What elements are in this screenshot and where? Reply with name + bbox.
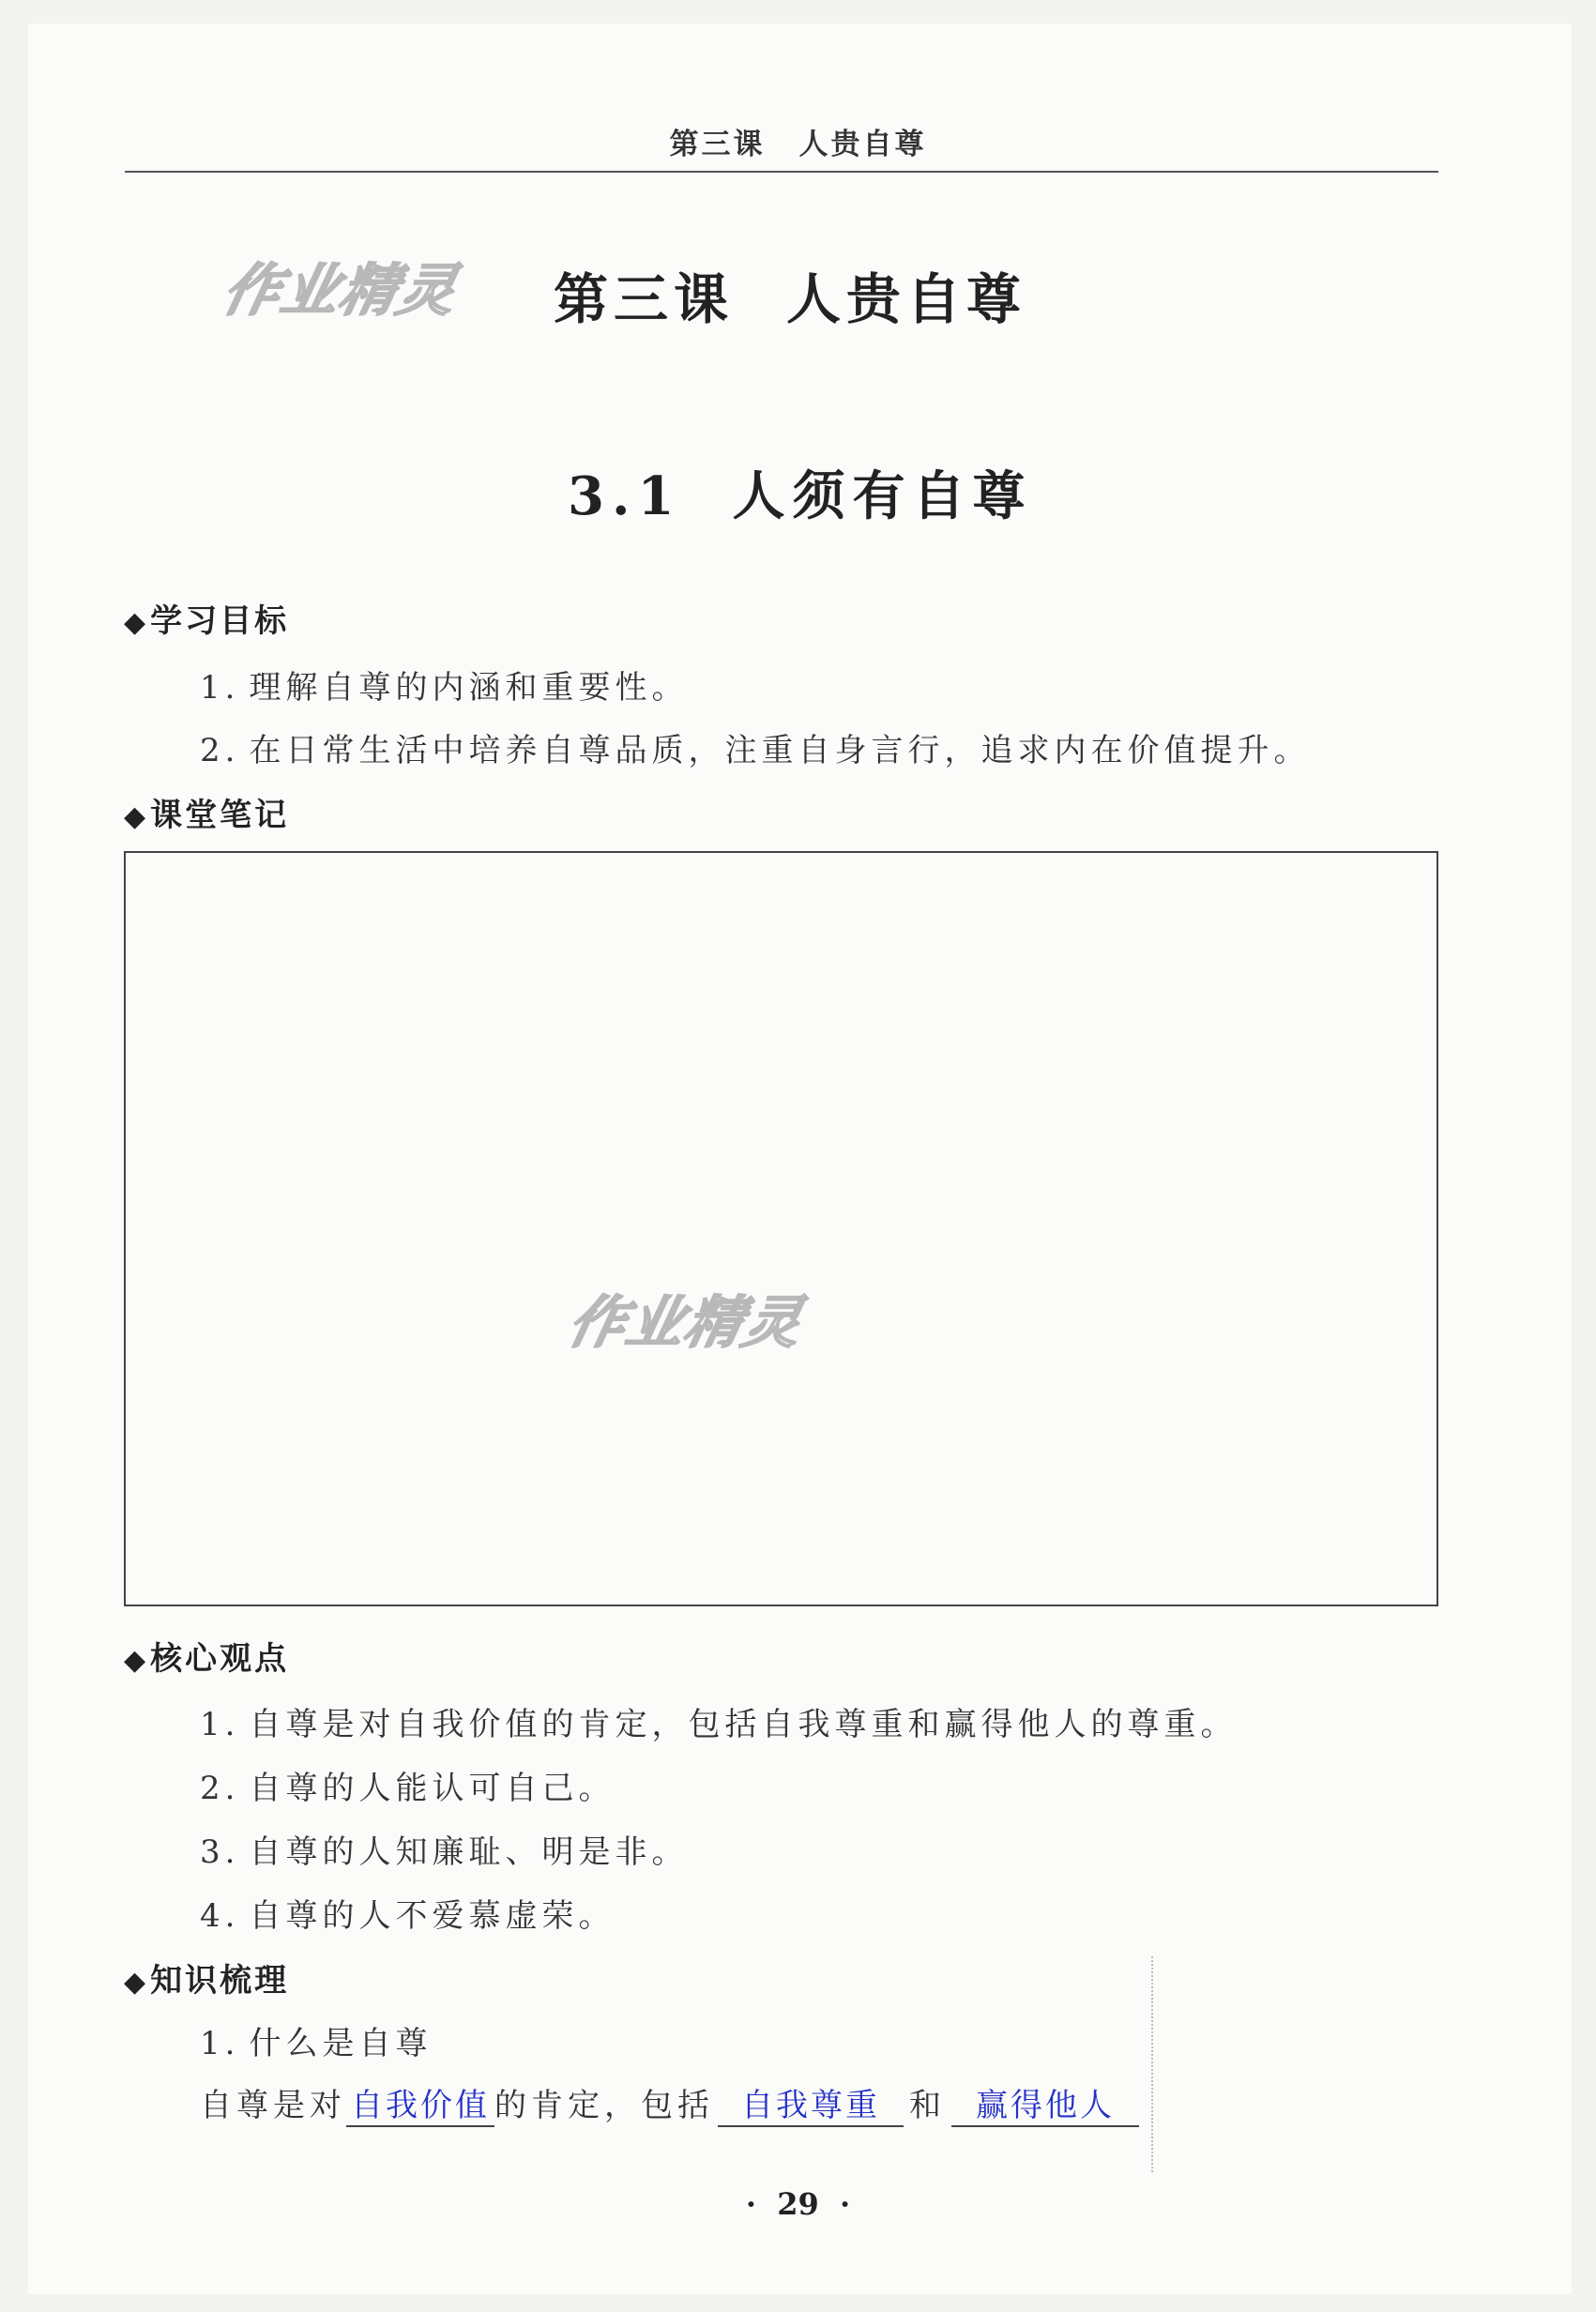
- watermark: 作业精灵: [217, 258, 464, 324]
- item-number: 2.: [200, 1770, 240, 1807]
- class-notes-heading-text: 课堂笔记: [150, 797, 290, 834]
- fill-prefix: 自尊是对: [200, 2087, 346, 2124]
- item-number: 1.: [200, 1706, 240, 1743]
- item-number: 2.: [200, 732, 240, 769]
- watermark: 作业精灵: [562, 1290, 810, 1356]
- item-number: 3.: [200, 1833, 240, 1871]
- item-text: 在日常生活中培养自尊品质，注重自身言行，追求内在价值提升。: [249, 732, 1311, 769]
- page-number-value: 29: [777, 2186, 819, 2222]
- page-number: · 29 ·: [745, 2186, 851, 2222]
- diamond-icon: ◆: [124, 1644, 149, 1677]
- class-notes-box[interactable]: [124, 851, 1438, 1606]
- core-view-item: [200, 1698, 1237, 1744]
- fill-middle-2: 和: [909, 2087, 946, 2124]
- running-head: [0, 120, 1596, 162]
- item-text: 自尊的人能认可自己。: [249, 1770, 616, 1807]
- section-title-text: 人须有自尊: [732, 465, 1033, 527]
- running-head-part2: 人贵自尊: [798, 128, 927, 161]
- fill-in-sentence: [200, 2079, 1139, 2127]
- lesson-title-part2: 人贵自尊: [786, 267, 1027, 331]
- item-text: 理解自尊的内涵和重要性。: [249, 669, 689, 707]
- column-divider: [1151, 1956, 1153, 2172]
- learning-goals-heading-text: 学习目标: [150, 602, 290, 640]
- answer-blank-2[interactable]: 自我尊重: [718, 2079, 904, 2127]
- answer-blank-3[interactable]: 赢得他人: [951, 2079, 1139, 2127]
- core-view-item: [200, 1826, 688, 1872]
- diamond-icon: ◆: [124, 1966, 149, 1999]
- lesson-title: [554, 255, 1026, 334]
- item-number: 1.: [200, 2025, 240, 2062]
- core-view-item: [200, 1762, 615, 1808]
- item-text: 自尊是对自我价值的肯定，包括自我尊重和赢得他人的尊重。: [249, 1706, 1238, 1743]
- core-views-heading-text: 核心观点: [150, 1640, 290, 1678]
- item-text: 自尊的人知廉耻、明是非。: [249, 1833, 689, 1871]
- header-rule: [125, 171, 1438, 173]
- core-view-item: [200, 1890, 615, 1936]
- running-head-part1: 第三课: [669, 128, 766, 161]
- learning-goal-item: [200, 662, 688, 707]
- diamond-icon: ◆: [124, 800, 149, 833]
- class-notes-heading: [124, 789, 289, 835]
- fill-middle-1: 的肯定，包括: [494, 2087, 714, 2124]
- item-text: 自尊的人不爱慕虚荣。: [249, 1897, 616, 1935]
- knowledge-sub-item: [200, 2017, 432, 2063]
- learning-goal-item: [200, 724, 1310, 770]
- section-title: [568, 455, 1032, 530]
- lesson-title-part1: 第三课: [554, 267, 735, 331]
- diamond-icon: ◆: [124, 606, 149, 639]
- section-number: 3.1: [568, 465, 682, 527]
- learning-goals-heading: [124, 595, 289, 641]
- answer-blank-1[interactable]: 自我价值: [346, 2079, 494, 2127]
- item-number: 4.: [200, 1897, 240, 1935]
- item-text: 什么是自尊: [249, 2025, 433, 2062]
- knowledge-heading-text: 知识梳理: [150, 1962, 290, 2000]
- core-views-heading: [124, 1633, 289, 1679]
- knowledge-heading: [124, 1955, 289, 2000]
- item-number: 1.: [200, 669, 240, 707]
